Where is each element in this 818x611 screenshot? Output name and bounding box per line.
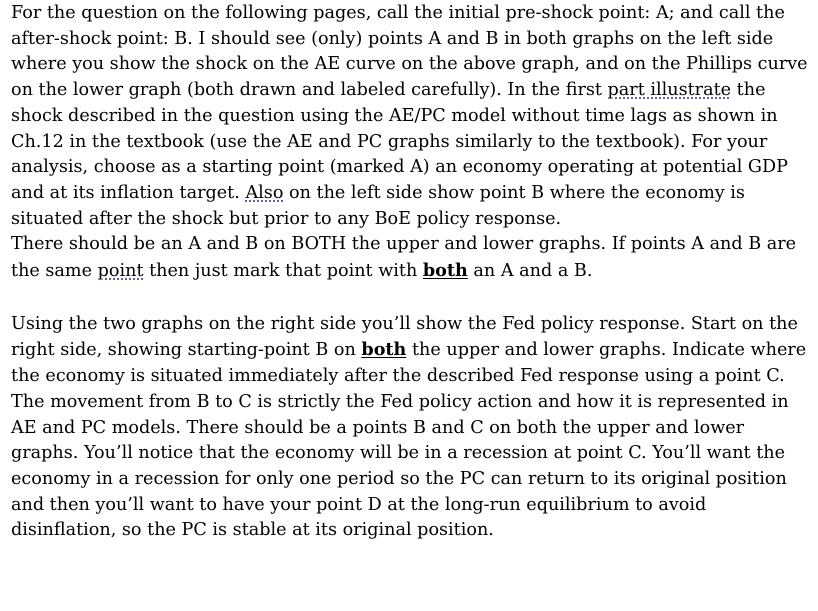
instructions-paragraph-3 [11,312,812,544]
text-run: an A and a B. [467,261,593,282]
instructions-paragraph-2 [11,232,812,284]
text-run: on the left side show point B where the economy is situated after the shock but prior to any BoE policy response. [11,182,745,229]
text-run: Using the two graphs on the right side you’ll show the Fed policy response. Start on the right side, showing starting-point B on [11,313,798,361]
underlined-word-also: Also [245,182,284,203]
instructions-paragraph-1 [11,1,812,232]
bold-underlined-word-both: both [422,260,468,282]
bold-underlined-word-both: both [361,339,407,361]
text-run: the shock described in the question using the AE/PC model without time lags as shown in Ch.12 in the textbook (use the AE and PC graphs similarly to the textbook). For your analysis, choose as a starting point (marked A) an economy operating at potential GDP and at its inflation target. [11,80,788,203]
text-run: the upper and lower graphs. Indicate where the economy is situated immediately after the described Fed response using a point C. The movement from B to C is strictly the Fed policy action and how it is represented in AE and PC models. There should be a points B and C on both the upper and lower graphs. You’ll notice that the economy will be in a recession at point C. You’ll want the economy in a recession for only one period so the PC can return to its original position and then you’ll want to have your point D at the long-run equilibrium to avoid disinflation, so the PC is stable at its original position. [11,340,807,541]
text-run: There should be an A and B on BOTH the upper and lower graphs. If points A and B are the same [11,234,797,282]
underlined-phrase-part-illustrate: part illustrate [607,80,732,101]
text-run: then just mark that point with [143,261,423,282]
text-run: For the question on the following pages, call the initial pre-shock point: A; and call the after-shock point: B. I should see (only) points A and B in both graphs on the left side where you show the shock on the AE curve on the above graph, and on the Phillips curve on the lower graph (both drawn and labeled carefully). In the first [11,3,808,101]
underlined-word-point: point [97,261,144,282]
paragraph-spacer [11,285,812,312]
